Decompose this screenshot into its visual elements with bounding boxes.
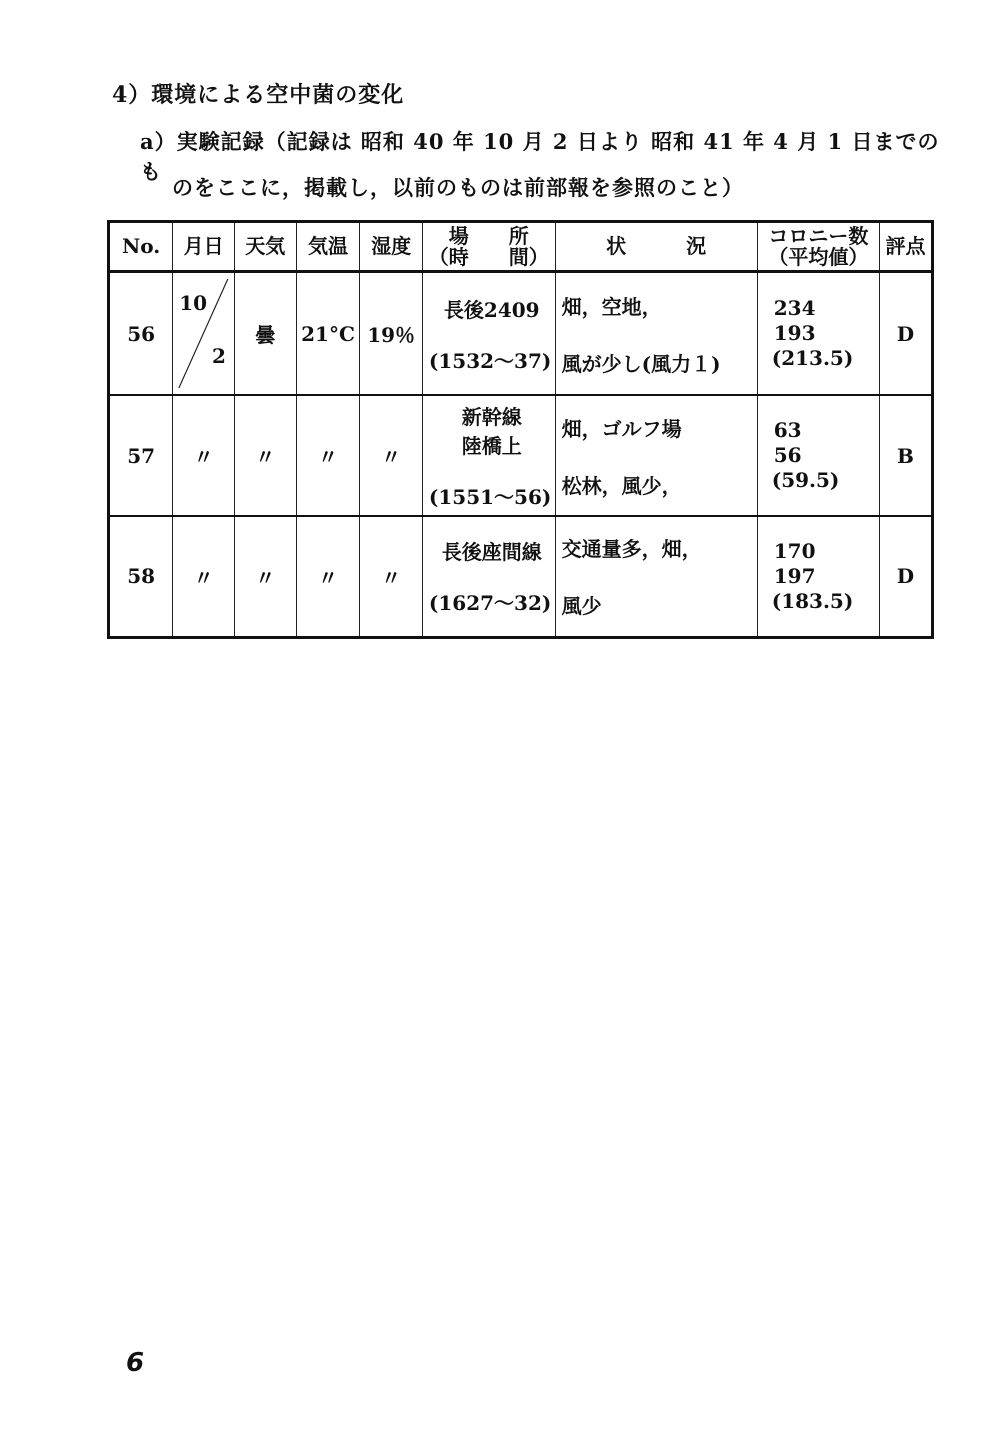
cell-place (422, 395, 555, 516)
cell-status-line1: 交通量多，畑， (561, 537, 702, 562)
cell-humidity: 〃 (360, 395, 423, 516)
cell-status-line1: 畑，ゴルフ場 (561, 416, 682, 441)
header-date: 月日 (173, 222, 235, 272)
cell-colony-count (757, 272, 879, 396)
header-colony-line2: （平均値） (768, 244, 869, 269)
cell-place-line1: 長後座間線 (441, 540, 542, 565)
cell-colony-count (757, 395, 879, 516)
cell-date-month: 10 (179, 291, 208, 315)
cell-status-line2: 松林，風少， (561, 473, 682, 498)
subsection-heading: a）実験記録（記録は 昭和 40 年 10 月 2 日より 昭和 41 年 4 月 1 日までのも (140, 129, 940, 184)
cell-status (555, 516, 757, 637)
cell-no: 57 (109, 395, 173, 516)
cell-place-line2: 陸橋上 (461, 434, 522, 458)
cell-date: 〃 (173, 516, 235, 637)
cell-place-name (429, 294, 555, 323)
subsection-heading-continued: のをここに，掲載し，以前のものは前部報を参照のこと） (172, 175, 744, 200)
colony-average: (183.5) (771, 588, 854, 613)
header-colony-line1: コロニー数 (768, 223, 869, 248)
cell-date-day: 2 (212, 344, 226, 368)
header-no: No. (109, 222, 173, 272)
cell-status-line2: 風が少し(風力１) (561, 351, 721, 376)
cell-weather: 〃 (234, 516, 296, 637)
cell-place (422, 272, 555, 396)
cell-place (422, 516, 555, 637)
colony-average: (213.5) (771, 346, 854, 370)
header-place (422, 222, 555, 272)
cell-date: 〃 (173, 395, 235, 516)
header-score: 評点 (879, 222, 932, 272)
table-row (109, 516, 933, 637)
cell-place-line1: 長後2409 (443, 297, 540, 322)
cell-status (555, 272, 757, 396)
cell-place-name (429, 401, 555, 459)
cell-temperature: 21°C (296, 272, 360, 396)
header-humidity: 湿度 (360, 222, 423, 272)
cell-weather: 曇 (234, 272, 296, 396)
cell-no: 56 (109, 272, 173, 396)
cell-place-time: (1551〜56) (428, 485, 552, 509)
experiment-record-table (107, 220, 934, 639)
colony-value-1: 170 (773, 538, 816, 563)
colony-value-2: 193 (773, 321, 816, 345)
cell-temperature: 〃 (296, 516, 360, 637)
cell-place-line1: 新幹線 (461, 405, 522, 429)
cell-place-time: (1532〜37) (428, 348, 552, 373)
section-heading: 4）環境による空中菌の変化 (112, 82, 405, 108)
colony-value-1: 63 (773, 418, 802, 442)
colony-value-2: 56 (773, 443, 802, 467)
colony-value-1: 234 (773, 296, 816, 320)
cell-status-line2: 風少 (561, 594, 602, 619)
cell-place-name (429, 536, 555, 565)
header-status: 状 況 (555, 222, 757, 272)
header-temperature: 気温 (296, 222, 360, 272)
cell-weather: 〃 (234, 395, 296, 516)
cell-place-time: (1627〜32) (428, 591, 552, 616)
cell-score: B (879, 395, 932, 516)
header-place-line1: 場 所 (448, 223, 529, 248)
header-colony-count (757, 222, 879, 272)
cell-humidity: 〃 (360, 516, 423, 637)
cell-status-line1: 畑，空地， (561, 294, 662, 319)
cell-humidity: 19％ (360, 272, 423, 396)
table-row (109, 272, 933, 396)
cell-score: D (879, 272, 932, 396)
cell-status (555, 395, 757, 516)
cell-no: 58 (109, 516, 173, 637)
header-weather: 天気 (234, 222, 296, 272)
table-header-row (109, 222, 933, 272)
page-number: 6 (126, 1348, 145, 1378)
table-row (109, 395, 933, 516)
cell-colony-count (757, 516, 879, 637)
cell-score: D (879, 516, 932, 637)
header-place-line2: （時 間） (428, 244, 549, 269)
cell-temperature: 〃 (296, 395, 360, 516)
cell-date (173, 272, 235, 396)
colony-value-2: 197 (773, 563, 816, 588)
colony-average: (59.5) (771, 468, 840, 492)
